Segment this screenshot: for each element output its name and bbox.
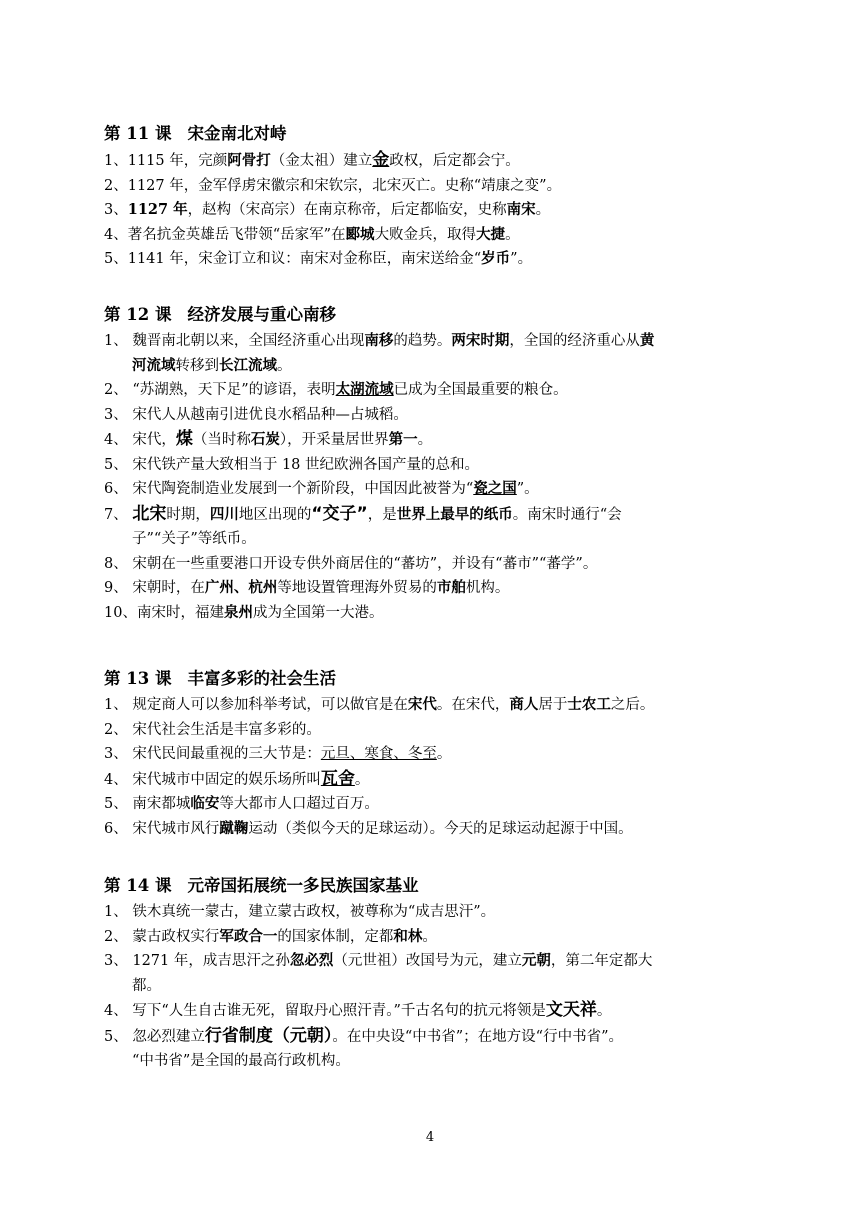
item-number: 3、 xyxy=(104,953,128,969)
item-text: 。 xyxy=(422,928,437,945)
keyword: 、 xyxy=(233,579,249,596)
item-number: 8、 xyxy=(104,555,128,572)
list-item xyxy=(104,223,764,248)
item-number: 6、 xyxy=(104,481,128,497)
list-item xyxy=(104,427,764,453)
item-text: 蒙古政权实行 xyxy=(132,928,220,945)
item-number: 5、 xyxy=(104,1028,128,1045)
list-item xyxy=(104,552,764,577)
item-text: 之后。 xyxy=(610,697,655,713)
keyword: 元旦、寒食、冬至 xyxy=(320,746,437,762)
list-item xyxy=(104,502,764,552)
page-number: 4 xyxy=(425,1130,435,1145)
item-text: 。 xyxy=(505,226,520,243)
keyword: 泉州 xyxy=(223,603,253,621)
item-text: 。 xyxy=(277,357,292,374)
lesson-number: 第 11 课 xyxy=(104,124,172,143)
item-text: ，是 xyxy=(367,506,397,523)
item-text: 南宋时，福建 xyxy=(136,604,224,621)
list-item xyxy=(104,198,764,223)
list-item xyxy=(104,477,764,502)
item-text: 转移到 xyxy=(175,357,219,374)
lesson-number: 第 12 课 xyxy=(104,305,172,324)
item-text: 。 xyxy=(354,771,370,788)
item-continuation: 都。 xyxy=(132,977,161,994)
item-text: 宋代， xyxy=(132,432,176,448)
list-item xyxy=(104,998,764,1024)
item-text: 1127 年，金军俘虏宋徽宗和宋钦宗，北宋灭亡。史称“靖康之变”。 xyxy=(127,177,562,194)
keyword: 和林 xyxy=(393,927,423,945)
item-number: 3、 xyxy=(104,746,128,762)
item-text: 。 xyxy=(535,202,551,218)
lesson-title xyxy=(104,122,764,146)
list-item xyxy=(104,817,764,842)
item-number: 9、 xyxy=(104,580,128,596)
item-number: 1、 xyxy=(104,697,128,713)
item-number: 10、 xyxy=(104,604,137,621)
keyword: 文天祥 xyxy=(545,1000,597,1020)
item-text: ”。 xyxy=(516,481,539,497)
keyword: 石炭 xyxy=(250,431,280,448)
item-text: ，赵构（宋高宗）在南京称帝，后定都临安，史称 xyxy=(187,202,507,218)
item-text: 宋代民间最重视的三大节是： xyxy=(132,746,321,762)
item-text: （元世祖）改国号为元，建立 xyxy=(333,953,522,969)
item-continuation: “中书省”是全国的最高行政机构。 xyxy=(132,1053,350,1069)
lesson-title-text: 元帝国拓展统一多民族国家基业 xyxy=(187,876,419,895)
keyword: 两宋时期 xyxy=(451,332,510,349)
item-text: 宋朝在一些重要港口开设专供外商居住的“蕃坊”，并设有“蕃市”“蕃学”。 xyxy=(132,555,598,572)
keyword: 瓷之国 xyxy=(473,480,517,497)
lesson-title-text: 丰富多彩的社会生活 xyxy=(187,669,336,688)
keyword: 岁币 xyxy=(481,250,511,267)
item-text: ”。 xyxy=(510,251,533,267)
item-text: 地区出现的 xyxy=(238,506,312,523)
keyword: 煤 xyxy=(175,429,193,449)
keyword: 第一 xyxy=(388,431,418,448)
keyword: 世界上最早的纸币 xyxy=(396,505,513,523)
keyword: 黄 xyxy=(639,332,655,349)
lesson-14 xyxy=(104,874,764,1074)
item-text: 宋代社会生活是丰富多彩的。 xyxy=(132,721,321,738)
item-text: 。南宋时通行“会 xyxy=(512,506,622,523)
list-item xyxy=(104,949,764,998)
list-item xyxy=(104,174,764,199)
keyword: 阿骨打 xyxy=(227,152,271,169)
list-item xyxy=(104,718,764,743)
item-text: 南宋都城 xyxy=(132,796,191,812)
item-text: 铁木真统一蒙古，建立蒙古政权，被尊称为“成吉思汗”。 xyxy=(132,904,496,920)
list-item xyxy=(104,792,764,817)
item-continuation: 子”“关子”等纸币。 xyxy=(132,531,256,547)
item-text: 已成为全国最重要的粮仓。 xyxy=(393,382,568,398)
item-text: 。 xyxy=(417,432,433,448)
item-text: 。在宋代， xyxy=(436,697,510,713)
item-number: 2、 xyxy=(104,721,128,738)
item-number: 7、 xyxy=(104,506,128,523)
keyword: 太湖流域 xyxy=(335,381,394,398)
keyword: 金 xyxy=(372,150,390,170)
item-text: ，全国的经济重心从 xyxy=(509,333,640,349)
list-item xyxy=(104,329,764,378)
item-text: 。 xyxy=(436,746,452,762)
keyword: “交子” xyxy=(311,503,368,524)
item-text: 宋朝时，在 xyxy=(132,580,205,596)
lesson-13 xyxy=(104,667,764,841)
list-item xyxy=(104,601,764,626)
item-text: 大败金兵，取得 xyxy=(374,226,477,243)
lesson-title xyxy=(104,667,764,691)
item-number: 3、 xyxy=(104,202,128,218)
item-text: （金太祖）建立 xyxy=(270,153,373,169)
keyword: 北宋 xyxy=(132,503,167,524)
item-number: 4、 xyxy=(104,226,128,243)
keyword: 宋代 xyxy=(407,696,437,713)
keyword: 市舶 xyxy=(436,579,466,596)
keyword: 四川 xyxy=(209,505,239,523)
lesson-number: 第 13 课 xyxy=(104,669,172,688)
item-text: ，第二年定都大 xyxy=(550,953,653,969)
item-text: 宋代城市中固定的娱乐场所叫 xyxy=(132,771,321,788)
keyword: 商人 xyxy=(509,696,539,713)
item-text: 宋代陶瓷制造业发展到一个新阶段，中国因此被誉为“ xyxy=(132,481,474,497)
keyword: 行省制度（元朝） xyxy=(204,1025,333,1046)
item-number: 4、 xyxy=(104,432,128,448)
list-item xyxy=(104,247,764,272)
item-number: 1、 xyxy=(104,333,128,349)
item-text: 的国家体制，定都 xyxy=(277,928,394,945)
list-item xyxy=(104,148,764,174)
keyword: 郾城 xyxy=(345,225,375,243)
item-text: 。在中央设“中书省”；在地方设“行中书省”。 xyxy=(332,1028,623,1045)
item-number: 5、 xyxy=(104,456,128,473)
keyword: 南移 xyxy=(364,332,394,349)
item-text: 。 xyxy=(596,1003,612,1019)
keyword: 蹴鞠 xyxy=(219,819,249,837)
list-item xyxy=(104,576,764,601)
item-text: 宋代人从越南引进优良水稻品种—占城稻。 xyxy=(132,406,408,423)
keyword: 河流域 xyxy=(132,356,176,374)
item-text: 写下“人生自古谁无死，留取丹心照汗青。”千古名句的抗元将领是 xyxy=(132,1003,546,1019)
lesson-title-text: 经济发展与重心南移 xyxy=(187,305,336,324)
list-item xyxy=(104,767,764,793)
list-item xyxy=(104,378,764,403)
item-text: 规定商人可以参加科举考试，可以做官是在 xyxy=(132,697,408,713)
list-item xyxy=(104,925,764,950)
item-number: 2、 xyxy=(104,928,128,945)
lesson-12 xyxy=(104,303,764,625)
keyword: 瓦舍 xyxy=(320,768,355,789)
keyword: 南宋 xyxy=(506,201,536,218)
item-number: 1、 xyxy=(104,153,128,169)
keyword: 广州 xyxy=(204,579,234,596)
item-text: 时期， xyxy=(166,506,210,523)
keyword: 1127 年 xyxy=(127,201,188,218)
item-text: 政权，后定都会宁。 xyxy=(389,153,520,169)
item-text: 魏晋南北朝以来，全国经济重心出现 xyxy=(132,333,365,349)
item-number: 3、 xyxy=(104,406,128,423)
item-number: 6、 xyxy=(104,820,128,837)
item-text: “苏湖熟，天下足”的谚语，表明 xyxy=(132,382,336,398)
item-number: 1、 xyxy=(104,904,128,920)
item-text: 宋代铁产量大致相当于 18 世纪欧洲各国产量的总和。 xyxy=(132,456,480,473)
keyword: 忽必烈 xyxy=(289,952,334,969)
keyword: 元朝 xyxy=(521,952,551,969)
item-number: 2、 xyxy=(104,382,128,398)
item-number: 2、 xyxy=(104,177,128,194)
item-text: 运动（类似今天的足球运动）。今天的足球运动起源于中国。 xyxy=(248,820,633,837)
item-continuation xyxy=(104,354,764,379)
lesson-11 xyxy=(104,122,764,272)
item-text: 1271 年，成吉思汗之孙 xyxy=(132,953,290,969)
item-text: 居于 xyxy=(538,697,568,713)
list-item xyxy=(104,403,764,428)
list-item xyxy=(104,453,764,478)
keyword: 军政合一 xyxy=(219,927,278,945)
keyword: 临安 xyxy=(190,795,220,812)
item-text: 1115 年，完颜 xyxy=(127,153,228,169)
item-text: 成为全国第一大港。 xyxy=(252,604,384,621)
item-text: 机构。 xyxy=(465,580,510,596)
lesson-number: 第 14 课 xyxy=(104,876,172,895)
keyword: 士农工 xyxy=(567,696,611,713)
item-text: 1141 年，宋金订立和议：南宋对金称臣，南宋送给金“ xyxy=(127,251,482,267)
list-item xyxy=(104,742,764,767)
list-item xyxy=(104,693,764,718)
item-text: ），开采量居世界 xyxy=(279,432,389,448)
item-number: 4、 xyxy=(104,771,128,788)
lesson-title-text: 宋金南北对峙 xyxy=(187,124,287,143)
lesson-title xyxy=(104,303,764,327)
item-number: 5、 xyxy=(104,251,128,267)
lesson-title xyxy=(104,874,764,898)
item-text: 等地设置管理海外贸易的 xyxy=(277,580,437,596)
item-number: 5、 xyxy=(104,796,128,812)
item-number: 4、 xyxy=(104,1003,128,1019)
keyword: 长江流域 xyxy=(219,356,277,374)
item-text: （当时称 xyxy=(192,432,251,448)
item-text: 忽必烈建立 xyxy=(132,1028,205,1045)
item-text: 的趋势。 xyxy=(393,333,452,349)
item-text: 著名抗金英雄岳飞带领“岳家军”在 xyxy=(127,226,346,243)
keyword: 杭州 xyxy=(248,579,278,596)
item-text: 宋代城市风行 xyxy=(132,820,220,837)
item-text: 等大都市人口超过百万。 xyxy=(219,796,379,812)
keyword: 大捷 xyxy=(476,225,506,243)
list-item xyxy=(104,1024,764,1074)
list-item xyxy=(104,900,764,925)
